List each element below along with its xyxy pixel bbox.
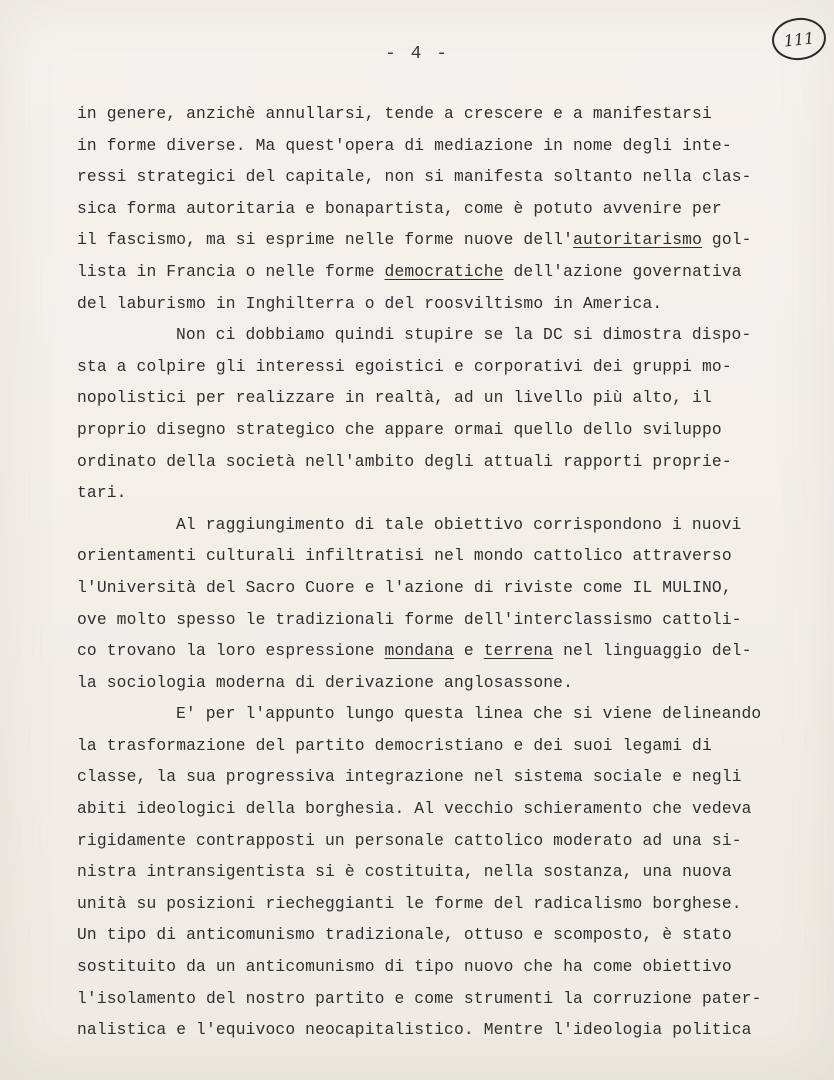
text-run: ordinato della società nell'ambito degli attuali rapporti proprie- — [77, 451, 732, 471]
text-run: abiti ideologici della borghesia. Al vecchio schieramento che vedeva — [77, 799, 752, 819]
text-line — [77, 477, 777, 509]
text-line — [77, 224, 777, 256]
text-run: sostituito da un anticomunismo di tipo nuovo che ha come obiettivo — [77, 957, 732, 977]
text-line — [77, 382, 777, 414]
text-run: rigidamente contrapposti un personale cattolico moderato ad una si- — [77, 830, 742, 850]
underlined-word: mondana — [384, 641, 454, 661]
text-run: co trovano la loro espressione — [77, 641, 385, 661]
text-line — [77, 509, 777, 541]
text-line — [77, 161, 777, 193]
text-run: E' per l'appunto lungo questa linea che si viene delineando — [176, 704, 762, 724]
underlined-word: autoritarismo — [573, 230, 702, 250]
paragraph — [77, 509, 777, 699]
text-line — [77, 1014, 777, 1046]
text-run: del laburismo in Inghilterra o del roosviltismo in America. — [77, 293, 663, 313]
text-run: sica forma autoritaria e bonapartista, come è potuto avvenire per — [77, 198, 722, 218]
text-line — [77, 446, 777, 478]
text-run: classe, la sua progressiva integrazione nel sistema sociale e negli — [77, 767, 742, 787]
text-line — [77, 761, 777, 793]
text-line — [77, 698, 777, 730]
text-line — [77, 635, 777, 667]
text-line — [77, 793, 777, 825]
text-run: ressi strategici del capitale, non si manifesta soltanto nella clas- — [77, 167, 752, 187]
text-line — [77, 888, 777, 920]
text-line — [77, 856, 777, 888]
text-run: lista in Francia o nelle forme — [77, 261, 385, 281]
text-line — [77, 351, 777, 383]
text-line — [77, 414, 777, 446]
text-run: nistra intransigentista si è costituita, nella sostanza, una nuova — [77, 862, 732, 882]
text-run: l'isolamento del nostro partito e come strumenti la corruzione pater- — [77, 988, 762, 1008]
text-run: tari. — [77, 483, 127, 503]
text-run: sta a colpire gli interessi egoistici e corporativi dei gruppi mo- — [77, 356, 732, 376]
underlined-word: terrena — [483, 641, 554, 661]
text-line — [77, 825, 777, 857]
text-run: unità su posizioni riecheggianti le forme del radicalismo borghese. — [77, 893, 742, 913]
text-line — [77, 730, 777, 762]
text-run: Non ci dobbiamo quindi stupire se la DC si dimostra dispo- — [176, 325, 752, 345]
text-run: e — [453, 641, 484, 661]
page-number: - 4 - — [384, 44, 449, 64]
archive-stamp: 111 — [770, 15, 828, 62]
text-run: la trasformazione del partito democristiano e dei suoi legami di — [77, 735, 712, 755]
typewritten-body — [77, 98, 777, 1046]
text-run: nel linguaggio del- — [553, 641, 752, 661]
text-run: nopolistici per realizzare in realtà, ad un livello più alto, il — [77, 388, 712, 408]
text-line — [77, 98, 777, 130]
paragraph — [77, 319, 777, 509]
text-line — [77, 951, 777, 983]
text-line — [77, 319, 777, 351]
paragraph — [77, 698, 777, 1046]
text-run: gol- — [702, 230, 752, 250]
text-run: ove molto spesso le tradizionali forme dell'interclassismo cattoli- — [77, 609, 742, 629]
text-run: Al raggiungimento di tale obiettivo corrispondono i nuovi — [176, 514, 742, 534]
text-line — [77, 983, 777, 1015]
text-line — [77, 667, 777, 699]
text-run: il fascismo, ma si esprime nelle forme nuove dell' — [77, 230, 574, 250]
text-run: proprio disegno strategico che appare ormai quello dello sviluppo — [77, 419, 722, 439]
text-run: in forme diverse. Ma quest'opera di mediazione in nome degli inte- — [77, 135, 732, 155]
text-line — [77, 288, 777, 320]
text-run: nalistica e l'equivoco neocapitalistico. Mentre l'ideologia politica — [77, 1020, 752, 1040]
text-run: in genere, anzichè annullarsi, tende a crescere e a manifestarsi — [77, 104, 712, 123]
text-line — [77, 540, 777, 572]
underlined-word: democratiche — [384, 261, 504, 281]
text-run: orientamenti culturali infiltratisi nel mondo cattolico attraverso — [77, 546, 732, 566]
text-line — [77, 193, 777, 225]
text-run: l'Università del Sacro Cuore e l'azione di riviste come IL MULINO, — [77, 577, 732, 597]
text-line — [77, 604, 777, 636]
text-line — [77, 572, 777, 604]
text-line — [77, 130, 777, 162]
text-run: la sociologia moderna di derivazione anglosassone. — [77, 672, 574, 692]
text-run: Un tipo di anticomunismo tradizionale, ottuso e scomposto, è stato — [77, 925, 732, 945]
paragraph — [77, 98, 777, 319]
text-line — [77, 919, 777, 951]
text-line — [77, 256, 777, 288]
text-run: dell'azione governativa — [503, 261, 742, 281]
